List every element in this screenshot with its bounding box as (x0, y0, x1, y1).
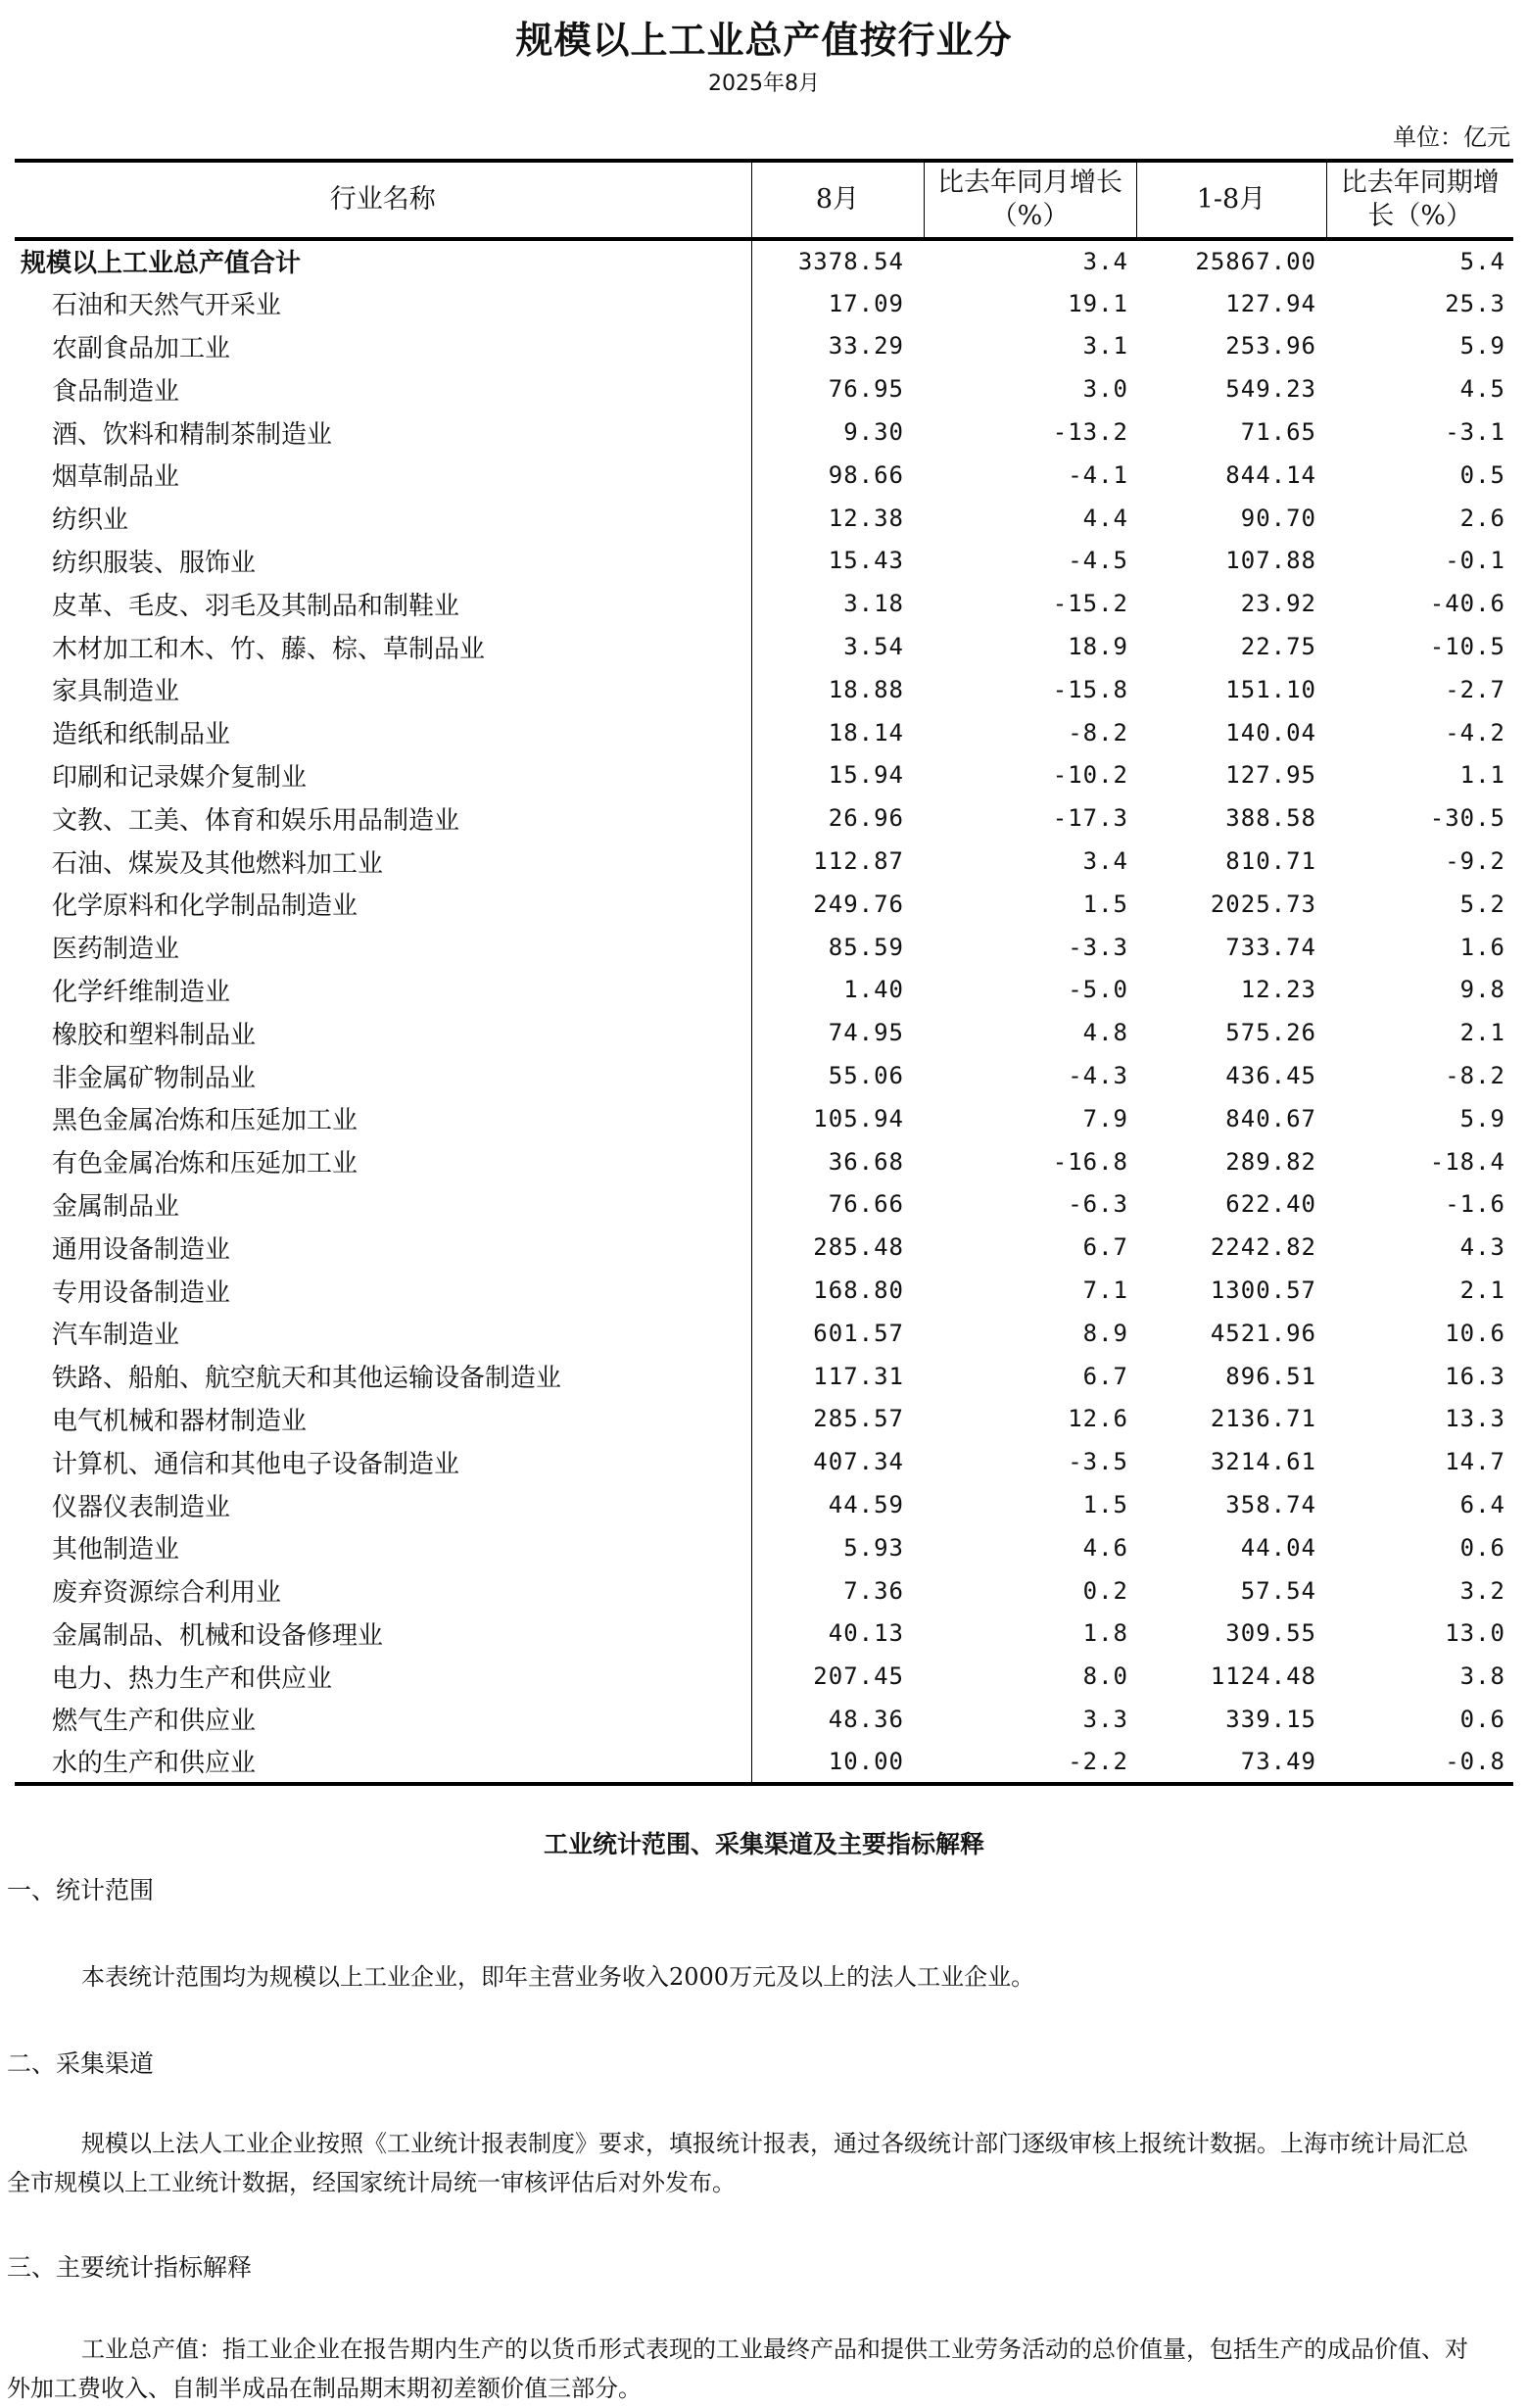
aug-value-cell: 3378.54 (751, 239, 924, 282)
notes-title: 工业统计范围、采集渠道及主要指标解释 (543, 1830, 984, 1858)
table-header-row (15, 161, 1513, 239)
aug-value-cell: 9.30 (751, 410, 924, 454)
aug-growth-cell: 7.1 (1082, 1276, 1128, 1305)
industry-name-cell: 木材加工和木、竹、藤、棕、草制品业 (52, 634, 486, 664)
aug-value-cell: 601.57 (751, 1312, 924, 1355)
industry-name-cell: 非金属矿物制品业 (52, 1063, 257, 1093)
ytd-growth-cell: -30.5 (1429, 804, 1505, 833)
ytd-value-cell: 253.96 (1225, 332, 1316, 361)
aug-value-cell: 7.36 (751, 1569, 924, 1613)
aug-growth-cell: -5.0 (1068, 976, 1128, 1004)
col-header-aug-growth: 比去年同月增长（%） (924, 161, 1136, 239)
ytd-growth-cell: -10.5 (1429, 633, 1505, 661)
aug-value-cell: 407.34 (751, 1440, 924, 1483)
aug-growth-cell: 3.3 (1082, 1705, 1128, 1733)
table-row (15, 1483, 1513, 1526)
aug-growth-cell: 1.5 (1082, 1491, 1128, 1518)
ytd-growth-cell: -18.4 (1429, 1147, 1505, 1176)
report-period: 2025年8月 (708, 72, 820, 96)
aug-value-cell: 74.95 (751, 1011, 924, 1054)
ytd-growth-cell: 13.0 (1445, 1619, 1505, 1648)
ytd-value-cell: 22.75 (1240, 633, 1316, 661)
table-row (15, 1097, 1513, 1140)
ytd-growth-cell: 13.3 (1445, 1405, 1505, 1433)
ytd-value-cell: 436.45 (1225, 1062, 1316, 1090)
ytd-growth-cell: 25.3 (1445, 289, 1505, 317)
aug-value-cell: 3.54 (751, 625, 924, 668)
table-row (15, 367, 1513, 410)
table-row (15, 1140, 1513, 1183)
ytd-growth-cell: 5.2 (1459, 890, 1505, 918)
industry-name-cell: 其他制造业 (52, 1535, 180, 1565)
ytd-growth-cell: 0.5 (1459, 460, 1505, 489)
aug-value-cell: 26.96 (751, 796, 924, 840)
table-row (15, 497, 1513, 540)
ytd-value-cell: 44.04 (1240, 1533, 1316, 1562)
industry-name-cell: 铁路、船舶、航空航天和其他运输设备制造业 (52, 1364, 562, 1394)
industry-name-cell: 橡胶和塑料制品业 (52, 1020, 257, 1050)
industry-name-cell: 有色金属冶炼和压延加工业 (52, 1149, 358, 1180)
table-row (15, 1526, 1513, 1569)
table-body (15, 239, 1513, 1784)
industry-name-cell: 纺织服装、服饰业 (52, 548, 257, 578)
ytd-growth-cell: 2.6 (1459, 504, 1505, 532)
table-row (15, 1613, 1513, 1656)
ytd-growth-cell: -0.8 (1326, 1741, 1513, 1784)
table-row (15, 1312, 1513, 1355)
aug-value-cell: 10.00 (751, 1741, 924, 1784)
aug-growth-cell: 1.8 (1082, 1619, 1128, 1648)
table-row (15, 1440, 1513, 1483)
ytd-growth-cell: 3.8 (1459, 1662, 1505, 1691)
table-row (15, 1011, 1513, 1054)
aug-growth-cell: 19.1 (1068, 289, 1128, 317)
ytd-value-cell: 358.74 (1225, 1491, 1316, 1518)
ytd-growth-cell: 4.5 (1459, 375, 1505, 404)
ytd-value-cell: 2242.82 (1210, 1233, 1316, 1262)
ytd-value-cell: 25867.00 (1195, 247, 1316, 275)
industry-name-cell: 农副食品加工业 (52, 333, 231, 363)
ytd-value-cell: 2025.73 (1210, 890, 1316, 918)
aug-value-cell: 5.93 (751, 1526, 924, 1569)
industry-name-cell: 汽车制造业 (52, 1321, 180, 1351)
industry-name-cell: 石油和天然气开采业 (52, 291, 282, 321)
table-row-total (15, 239, 1513, 282)
aug-value-cell: 33.29 (751, 325, 924, 368)
aug-value-cell: 48.36 (751, 1698, 924, 1741)
ytd-value-cell: 733.74 (1225, 933, 1316, 961)
ytd-growth-cell: 4.3 (1459, 1233, 1505, 1262)
table-row (15, 1355, 1513, 1398)
aug-growth-cell: -4.3 (1068, 1062, 1128, 1090)
ytd-growth-cell: -0.1 (1445, 547, 1505, 575)
aug-growth-cell: 3.4 (1082, 847, 1128, 876)
aug-growth-cell: -3.5 (1068, 1448, 1128, 1476)
aug-growth-cell: 3.1 (1082, 332, 1128, 361)
col-header-industry: 行业名称 (15, 161, 751, 239)
ytd-value-cell: 1124.48 (1210, 1662, 1316, 1691)
ytd-value-cell: 896.51 (1225, 1362, 1316, 1390)
table-row (15, 1183, 1513, 1227)
aug-growth-cell: -6.3 (1068, 1190, 1128, 1219)
industry-name-cell: 皮革、毛皮、羽毛及其制品和制鞋业 (52, 591, 460, 621)
ytd-value-cell: 151.10 (1225, 675, 1316, 703)
aug-growth-cell: -10.2 (1052, 761, 1128, 790)
table-row (15, 1398, 1513, 1441)
ytd-growth-cell: -9.2 (1445, 847, 1505, 876)
aug-growth-cell: 4.4 (1082, 504, 1128, 532)
ytd-value-cell: 127.94 (1225, 289, 1316, 317)
ytd-value-cell: 23.92 (1240, 590, 1316, 618)
industry-name-cell: 纺织业 (52, 506, 129, 536)
ytd-value-cell: 1300.57 (1210, 1276, 1316, 1305)
section-heading-scope: 一、统计范围 (7, 1876, 155, 1904)
col-header-ytd: 1-8月 (1136, 161, 1326, 239)
table-row (15, 540, 1513, 583)
aug-value-cell: 40.13 (751, 1613, 924, 1656)
aug-growth-cell: -8.2 (1068, 718, 1128, 746)
ytd-growth-cell: 1.6 (1459, 933, 1505, 961)
col-header-ytd-growth: 比去年同期增长（%） (1326, 161, 1513, 239)
aug-growth-cell: 3.0 (1082, 375, 1128, 404)
aug-growth-cell: -15.2 (1052, 590, 1128, 618)
aug-value-cell: 285.57 (751, 1398, 924, 1441)
section-heading-channel: 二、采集渠道 (7, 2049, 155, 2078)
industry-name-cell: 水的生产和供应业 (15, 1741, 751, 1784)
ytd-value-cell: 107.88 (1225, 547, 1316, 575)
industry-name-cell: 燃气生产和供应业 (52, 1707, 257, 1737)
aug-growth-cell: 8.0 (1082, 1662, 1128, 1691)
table-row (15, 1269, 1513, 1312)
industry-name-cell: 家具制造业 (52, 677, 180, 707)
page-title: 规模以上工业总产值按行业分 (515, 19, 1013, 62)
aug-growth-cell: 6.7 (1082, 1233, 1128, 1262)
industry-name-cell: 石油、煤炭及其他燃料加工业 (52, 848, 384, 879)
ytd-growth-cell: -40.6 (1429, 590, 1505, 618)
aug-growth-cell: -15.8 (1052, 675, 1128, 703)
ytd-growth-cell: 5.9 (1459, 332, 1505, 361)
ytd-growth-cell: 9.8 (1459, 976, 1505, 1004)
ytd-value-cell: 140.04 (1225, 718, 1316, 746)
section-text-scope: 本表统计范围均为规模以上工业企业，即年主营业务收入2000万元及以上的法人工业企业。 (81, 1963, 1035, 1991)
aug-growth-cell: -13.2 (1052, 418, 1128, 447)
aug-growth-cell: -2.2 (924, 1741, 1136, 1784)
aug-value-cell: 44.59 (751, 1483, 924, 1526)
aug-value-cell: 105.94 (751, 1097, 924, 1140)
ytd-growth-cell: -2.7 (1445, 675, 1505, 703)
industry-name-cell: 专用设备制造业 (52, 1277, 231, 1308)
industry-name-cell: 化学纤维制造业 (52, 977, 231, 1007)
aug-value-cell: 207.45 (751, 1655, 924, 1698)
industry-name-cell: 计算机、通信和其他电子设备制造业 (52, 1449, 460, 1479)
aug-growth-cell: -3.3 (1068, 933, 1128, 961)
industry-name-cell: 规模以上工业总产值合计 (21, 249, 302, 279)
ytd-growth-cell: -4.2 (1445, 718, 1505, 746)
ytd-growth-cell: -8.2 (1445, 1062, 1505, 1090)
industry-name-cell: 烟草制品业 (52, 462, 180, 493)
aug-growth-cell: -4.5 (1068, 547, 1128, 575)
aug-value-cell: 55.06 (751, 1054, 924, 1097)
industry-name-cell: 医药制造业 (52, 935, 180, 965)
ytd-value-cell: 4521.96 (1210, 1319, 1316, 1347)
ytd-value-cell: 388.58 (1225, 804, 1316, 833)
ytd-growth-cell: -1.6 (1445, 1190, 1505, 1219)
industry-name-cell: 食品制造业 (52, 376, 180, 407)
table-row (15, 1054, 1513, 1097)
ytd-value-cell: 71.65 (1240, 418, 1316, 447)
section-text-channel: 规模以上法人工业企业按照《工业统计报表制度》要求，填报统计报表，通过各级统计部门逐级审核上报统计数据。上海市统计局汇总全市规模以上工业统计数据，经国家统计局统一审核评估后对外发布。 (7, 2130, 1468, 2196)
ytd-value-cell: 3214.61 (1210, 1448, 1316, 1476)
industry-name-cell: 文教、工美、体育和娱乐用品制造业 (52, 805, 460, 836)
ytd-growth-cell: 14.7 (1445, 1448, 1505, 1476)
ytd-value-cell: 12.23 (1240, 976, 1316, 1004)
aug-value-cell: 17.09 (751, 282, 924, 325)
ytd-growth-cell: 3.2 (1459, 1576, 1505, 1605)
industry-name-cell: 金属制品业 (52, 1191, 180, 1222)
aug-growth-cell: -4.1 (1068, 460, 1128, 489)
ytd-value-cell: 549.23 (1225, 375, 1316, 404)
aug-growth-cell: 8.9 (1082, 1319, 1128, 1347)
aug-growth-cell: 18.9 (1068, 633, 1128, 661)
aug-growth-cell: 3.4 (1082, 247, 1128, 275)
industry-name-cell: 印刷和记录媒介复制业 (52, 762, 308, 793)
section-text-indicators: 工业总产值：指工业企业在报告期内生产的以货币形式表现的工业最终产品和提供工业劳务活动的总价值量，包括生产的成品价值、对外加工费收入、自制半成品在制品期末期初差额价值三部分。 (7, 2336, 1468, 2402)
ytd-growth-cell: 0.6 (1459, 1533, 1505, 1562)
ytd-value-cell: 844.14 (1225, 460, 1316, 489)
industry-output-table (15, 159, 1513, 1786)
aug-value-cell: 168.80 (751, 1269, 924, 1312)
industry-name-cell: 黑色金属冶炼和压延加工业 (52, 1106, 358, 1136)
ytd-growth-cell: 1.1 (1459, 761, 1505, 790)
aug-value-cell: 249.76 (751, 883, 924, 926)
table-row (15, 410, 1513, 454)
aug-growth-cell: -16.8 (1052, 1147, 1128, 1176)
aug-growth-cell: 1.5 (1082, 890, 1128, 918)
aug-growth-cell: 4.6 (1082, 1533, 1128, 1562)
ytd-value-cell: 127.95 (1225, 761, 1316, 790)
industry-name-cell: 电气机械和器材制造业 (52, 1406, 308, 1436)
ytd-growth-cell: 5.4 (1459, 247, 1505, 275)
ytd-growth-cell: 2.1 (1459, 1276, 1505, 1305)
table-row (15, 1226, 1513, 1269)
aug-value-cell: 18.88 (751, 668, 924, 711)
table-row (15, 282, 1513, 325)
table-row (15, 1698, 1513, 1741)
aug-growth-cell: 6.7 (1082, 1362, 1128, 1390)
aug-growth-cell: 4.8 (1082, 1019, 1128, 1047)
col-header-aug: 8月 (751, 161, 924, 239)
industry-name-cell: 酒、饮料和精制茶制造业 (52, 419, 333, 450)
aug-growth-cell: 12.6 (1068, 1405, 1128, 1433)
table-row (15, 1655, 1513, 1698)
ytd-growth-cell: -3.1 (1445, 418, 1505, 447)
table-row (15, 668, 1513, 711)
aug-value-cell: 3.18 (751, 582, 924, 625)
aug-value-cell: 36.68 (751, 1140, 924, 1183)
ytd-growth-cell: 5.9 (1459, 1104, 1505, 1132)
aug-value-cell: 76.95 (751, 367, 924, 410)
aug-growth-cell: -17.3 (1052, 804, 1128, 833)
ytd-value-cell: 2136.71 (1210, 1405, 1316, 1433)
table-row (15, 796, 1513, 840)
aug-growth-cell: 7.9 (1082, 1104, 1128, 1132)
section-heading-indicators: 三、主要统计指标解释 (7, 2253, 253, 2282)
ytd-growth-cell: 10.6 (1445, 1319, 1505, 1347)
aug-value-cell: 15.43 (751, 540, 924, 583)
table-row (15, 625, 1513, 668)
table-row (15, 883, 1513, 926)
table-row (15, 926, 1513, 969)
aug-value-cell: 1.40 (751, 969, 924, 1012)
aug-value-cell: 117.31 (751, 1355, 924, 1398)
industry-name-cell: 金属制品、机械和设备修理业 (52, 1620, 384, 1651)
industry-name-cell: 废弃资源综合利用业 (52, 1578, 282, 1609)
aug-value-cell: 98.66 (751, 454, 924, 497)
table-row (15, 754, 1513, 797)
table-row (15, 840, 1513, 883)
ytd-growth-cell: 6.4 (1459, 1491, 1505, 1518)
ytd-value-cell: 73.49 (1136, 1741, 1326, 1784)
ytd-value-cell: 90.70 (1240, 504, 1316, 532)
ytd-value-cell: 309.55 (1225, 1619, 1316, 1648)
aug-value-cell: 15.94 (751, 754, 924, 797)
aug-growth-cell: 0.2 (1082, 1576, 1128, 1605)
aug-value-cell: 85.59 (751, 926, 924, 969)
table-row (15, 325, 1513, 368)
table-row (15, 1569, 1513, 1613)
industry-name-cell: 电力、热力生产和供应业 (52, 1663, 333, 1694)
ytd-value-cell: 622.40 (1225, 1190, 1316, 1219)
ytd-growth-cell: 16.3 (1445, 1362, 1505, 1390)
industry-name-cell: 造纸和纸制品业 (52, 720, 231, 750)
table-row (15, 1741, 1513, 1784)
aug-value-cell: 112.87 (751, 840, 924, 883)
ytd-value-cell: 575.26 (1225, 1019, 1316, 1047)
table-row (15, 969, 1513, 1012)
ytd-value-cell: 57.54 (1240, 1576, 1316, 1605)
ytd-value-cell: 810.71 (1225, 847, 1316, 876)
industry-name-cell: 通用设备制造业 (52, 1234, 231, 1265)
aug-value-cell: 12.38 (751, 497, 924, 540)
aug-value-cell: 285.48 (751, 1226, 924, 1269)
industry-name-cell: 仪器仪表制造业 (52, 1492, 231, 1522)
ytd-value-cell: 339.15 (1225, 1705, 1316, 1733)
ytd-value-cell: 840.67 (1225, 1104, 1316, 1132)
aug-value-cell: 76.66 (751, 1183, 924, 1227)
ytd-growth-cell: 2.1 (1459, 1019, 1505, 1047)
table-row (15, 711, 1513, 754)
table-row (15, 454, 1513, 497)
table-row (15, 582, 1513, 625)
ytd-growth-cell: 0.6 (1459, 1705, 1505, 1733)
aug-value-cell: 18.14 (751, 711, 924, 754)
ytd-value-cell: 289.82 (1225, 1147, 1316, 1176)
industry-name-cell: 化学原料和化学制品制造业 (52, 891, 358, 922)
unit-label: 单位：亿元 (1393, 123, 1510, 151)
